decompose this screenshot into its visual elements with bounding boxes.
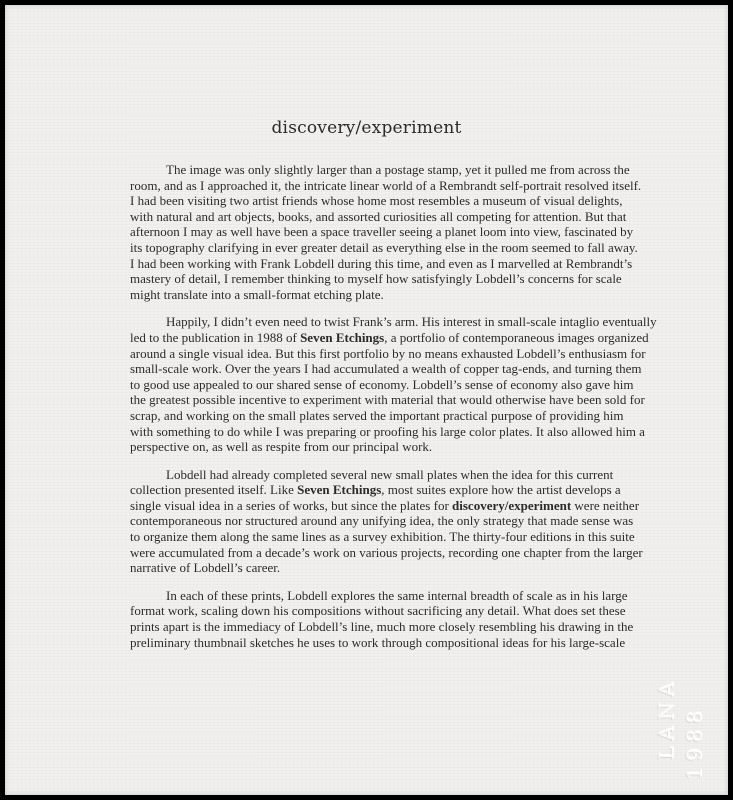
text-line: the greatest possible incentive to experiment with material that would otherwise have been sold for — [130, 392, 645, 408]
text-line: might translate into a small-format etching plate. — [130, 286, 384, 302]
text-line: In each of these prints, Lobdell explores the same internal breadth of scale as in his large — [166, 587, 628, 603]
text-line: contemporaneous nor structured around any unifying idea, the only strategy that made sense was — [130, 513, 634, 529]
text-line: were accumulated from a decade’s work on various projects, recording one chapter from the larger — [130, 544, 643, 560]
paragraph-3 — [130, 466, 643, 576]
text-line: its topography clarifying in ever greater detail as everything else in the room seemed to fall away. — [130, 239, 638, 255]
text-line: Happily, I didn’t even need to twist Frank’s arm. His interest in small-scale intaglio eventually — [166, 314, 657, 330]
essay-body — [130, 162, 657, 662]
book-title: Seven Etchings — [297, 482, 382, 498]
text-line: afternoon I may as well have been a space traveller seeing a planet loom into view, fascinated by — [130, 224, 634, 240]
text-line: scrap, and working on the small plates served the important practical purpose of providing him — [130, 407, 624, 423]
text-segment: led to the publication in 1988 of — [130, 329, 301, 345]
text-line-mixed — [130, 482, 621, 498]
text-line: prints apart is the immediacy of Lobdell’s line, much more closely resembling his drawing in the — [130, 619, 634, 635]
text-line: I had been visiting two artist friends whose home most resembles a museum of visual delights, — [130, 193, 623, 209]
text-line: The image was only slightly larger than a postage stamp, yet it pulled me from across the — [166, 162, 630, 177]
watermark-text: 1988 — [682, 705, 706, 780]
text-segment: , most suites explore how the artist develops a — [381, 482, 621, 498]
text-line: narrative of Lobdell’s career. — [130, 560, 281, 576]
text-line-mixed — [130, 497, 640, 514]
text-line: around a single visual idea. But this first portfolio by no means exhausted Lobdell’s enthusiasm for — [130, 345, 646, 361]
text-segment: were neither — [571, 497, 640, 513]
book-title: Seven Etchings — [300, 329, 385, 345]
paragraph-2 — [130, 314, 657, 455]
text-segment: , a portfolio of contemporaneous images organized — [384, 329, 649, 345]
page-title: discovery/experiment — [271, 118, 462, 138]
text-line: to organize them along the same lines as a survey exhibition. The thirty-four editions in this suite — [130, 529, 635, 545]
text-line: I had been working with Frank Lobdell during this time, and even as I marvelled at Rembrandt’s — [130, 255, 633, 271]
text-line: Lobdell had already completed several new small plates when the idea for this current — [166, 466, 614, 482]
text-line: small-scale work. Over the years I had accumulated a wealth of copper tag-ends, and turning them — [130, 361, 642, 377]
text-line: perspective on, as well as respite from our principal work. — [130, 439, 433, 455]
text-line: mastery of detail, I remember thinking to myself how satisfyingly Lobdell’s concerns for scale — [130, 271, 622, 287]
text-segment: collection presented itself. Like — [130, 482, 298, 498]
watermark-text: LANA — [654, 676, 678, 760]
text-line: with something to do while I was preparing or proofing his large color plates. It also allowed him a — [130, 423, 645, 439]
text-line: to good use appealed to our shared sense of economy. Lobdell’s sense of economy also gave him — [130, 376, 634, 392]
text-line: room, and as I approached it, the intricate linear world of a Rembrandt self-portrait resolved itself. — [130, 177, 642, 193]
blind-emboss-watermark — [640, 560, 730, 800]
text-line: with natural and art objects, books, and assorted curiosities all competing for attention. But that — [130, 208, 627, 224]
paragraph-4 — [130, 587, 634, 650]
text-line: format work, scaling down his compositions without sacrificing any detail. What does set these — [130, 603, 626, 619]
text-line: preliminary thumbnail sketches he uses to work through compositional ideas for his large-scale — [130, 634, 626, 650]
suite-title: discovery/experiment — [452, 497, 572, 513]
text-segment: single visual idea in a series of works, but since the plates for — [130, 497, 453, 513]
text-line-mixed — [130, 329, 649, 346]
paragraph-1 — [130, 162, 642, 302]
